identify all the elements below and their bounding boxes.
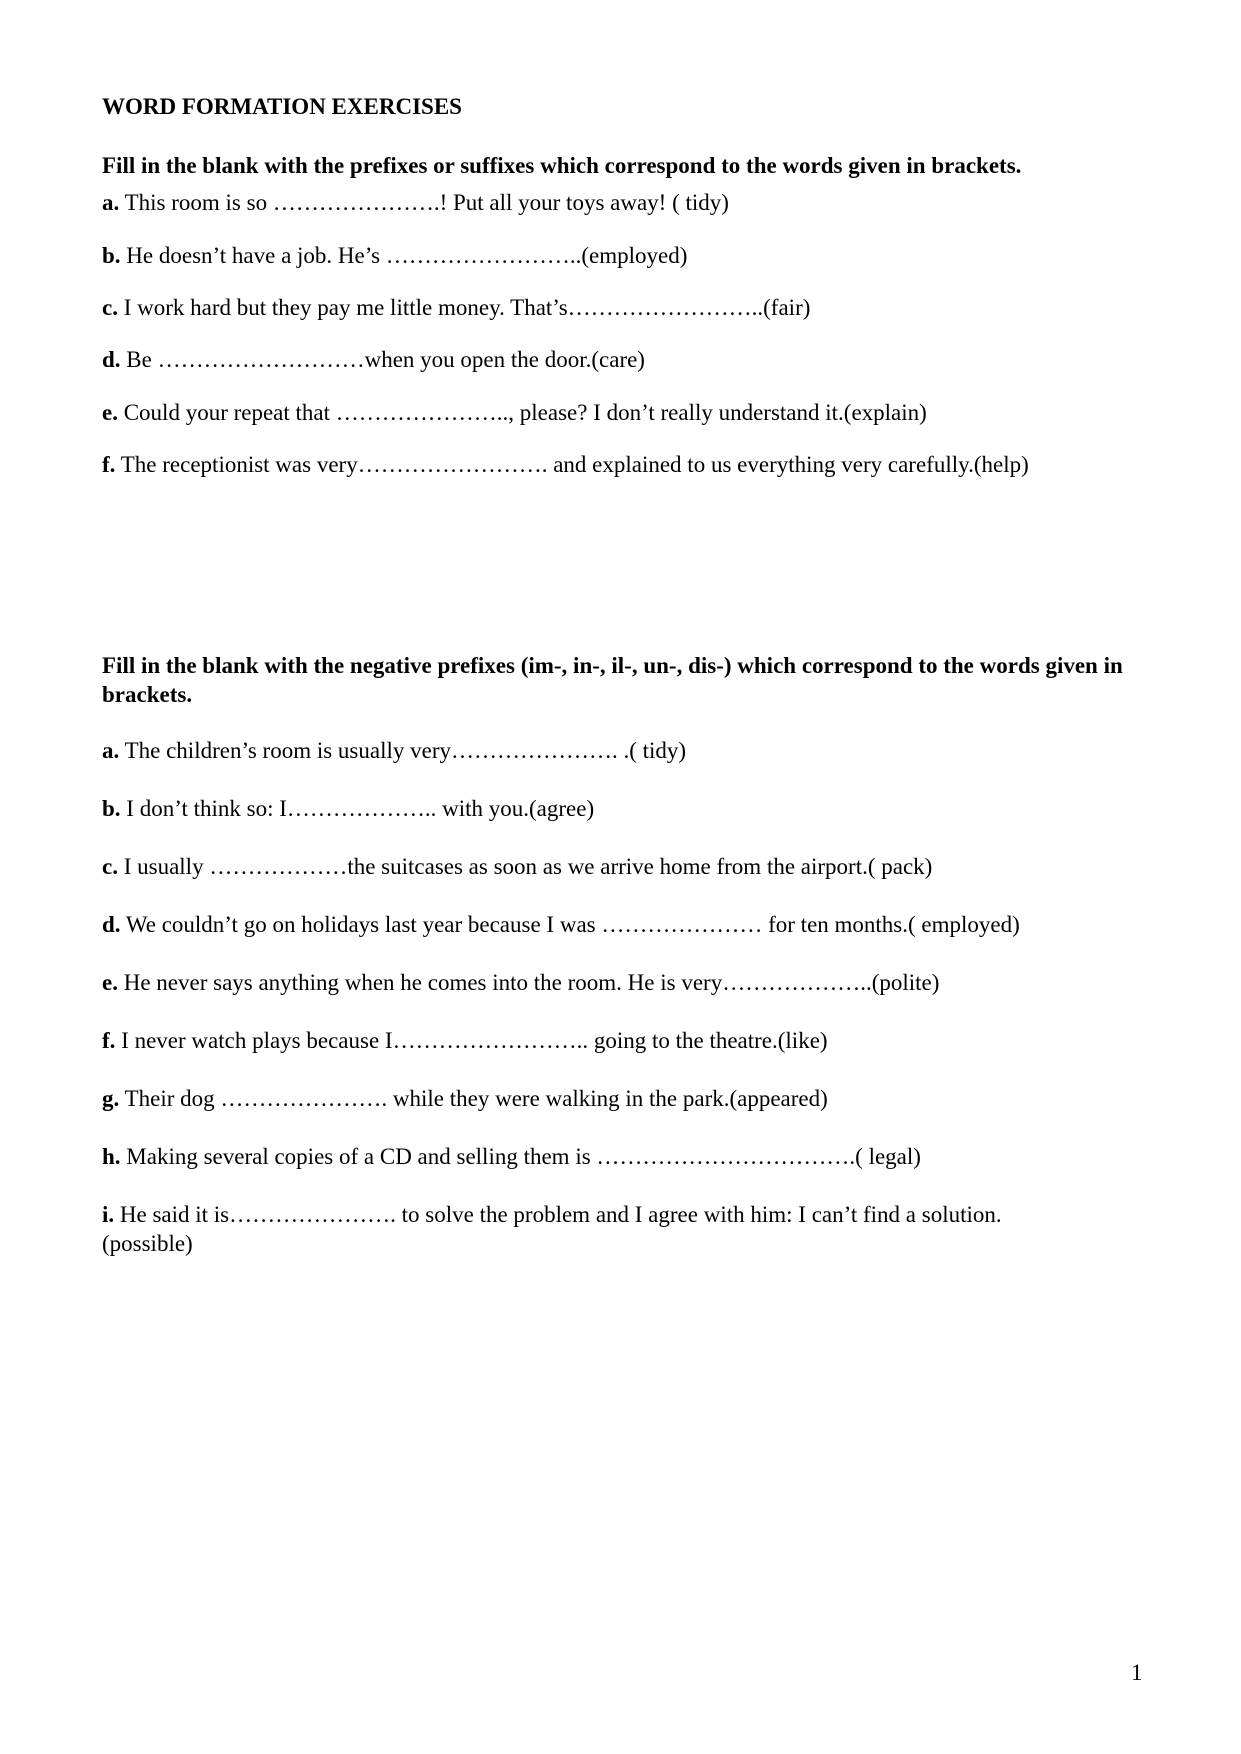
item-letter: f. — [102, 1028, 116, 1053]
item-text: I never watch plays because I…………………….. going to the theatre.(like) — [115, 1028, 828, 1053]
item-letter: d. — [102, 347, 121, 372]
section2-item-i — [102, 1200, 1002, 1258]
item-text: I work hard but they pay me little money. That’s……………………..(fair) — [117, 295, 811, 320]
item-letter: g. — [102, 1086, 120, 1111]
section2-item-e — [102, 968, 1142, 997]
item-text: Their dog …………………. while they were walking in the park.(appeared) — [119, 1086, 828, 1111]
item-letter: e. — [102, 970, 118, 995]
section1-item-e — [102, 398, 1142, 427]
section2-item-b — [102, 794, 1142, 823]
section2-item-d — [102, 910, 1142, 939]
section2-item-g — [102, 1084, 1142, 1113]
section2-item-c — [102, 852, 1142, 881]
item-letter: i. — [102, 1202, 115, 1227]
item-text: The receptionist was very……………………. and explained to us everything very carefully.(help) — [115, 452, 1029, 477]
item-letter: b. — [102, 243, 121, 268]
item-text: I usually ………………the suitcases as soon as we arrive home from the airport.( pack) — [117, 854, 933, 879]
section1-item-d — [102, 345, 1142, 374]
item-text: This room is so ………………….! Put all your toys away! ( tidy) — [119, 190, 729, 215]
section1-item-f — [102, 450, 1142, 479]
item-text: We couldn’t go on holidays last year because I was ………………… for ten months.( employed) — [120, 912, 1020, 937]
page-title: WORD FORMATION EXERCISES — [102, 94, 462, 119]
section1-item-c — [102, 293, 1142, 322]
item-letter: d. — [102, 912, 121, 937]
section2-item-f — [102, 1026, 1142, 1055]
section1-item-a — [102, 188, 1142, 217]
section2-item-a — [102, 736, 1142, 765]
item-letter: b. — [102, 796, 121, 821]
item-text: The children’s room is usually very…………………. .( tidy) — [119, 738, 687, 763]
item-letter: a. — [102, 190, 120, 215]
item-text: He never says anything when he comes into the room. He is very………………..(polite) — [117, 970, 940, 995]
item-letter: h. — [102, 1144, 121, 1169]
item-letter: f. — [102, 452, 116, 477]
item-text: He doesn’t have a job. He’s ……………………..(employed) — [120, 243, 688, 268]
section1-instruction: Fill in the blank with the prefixes or suffixes which correspond to the words given in brackets. — [102, 153, 1022, 178]
item-text: Making several copies of a CD and selling them is …………………………….( legal) — [120, 1144, 921, 1169]
section2-item-h — [102, 1142, 1142, 1171]
section2-instruction: Fill in the blank with the negative prefixes (im-, in-, il-, un-, dis-) which correspond to the words given in brackets. — [102, 653, 1123, 707]
item-text: I don’t think so: I……………….. with you.(agree) — [120, 796, 595, 821]
item-text: Could your repeat that ………………….., please? I don’t really understand it.(explain) — [117, 400, 927, 425]
item-text: He said it is…………………. to solve the problem and I agree with him: I can’t find a solution.(possible) — [102, 1202, 1002, 1256]
item-letter: e. — [102, 400, 118, 425]
item-text: Be ………………………when you open the door.(care) — [120, 347, 645, 372]
section1-item-b — [102, 241, 1142, 270]
page-number: 1 — [1131, 1660, 1143, 1685]
item-letter: c. — [102, 854, 118, 879]
item-letter: c. — [102, 295, 118, 320]
item-letter: a. — [102, 738, 120, 763]
